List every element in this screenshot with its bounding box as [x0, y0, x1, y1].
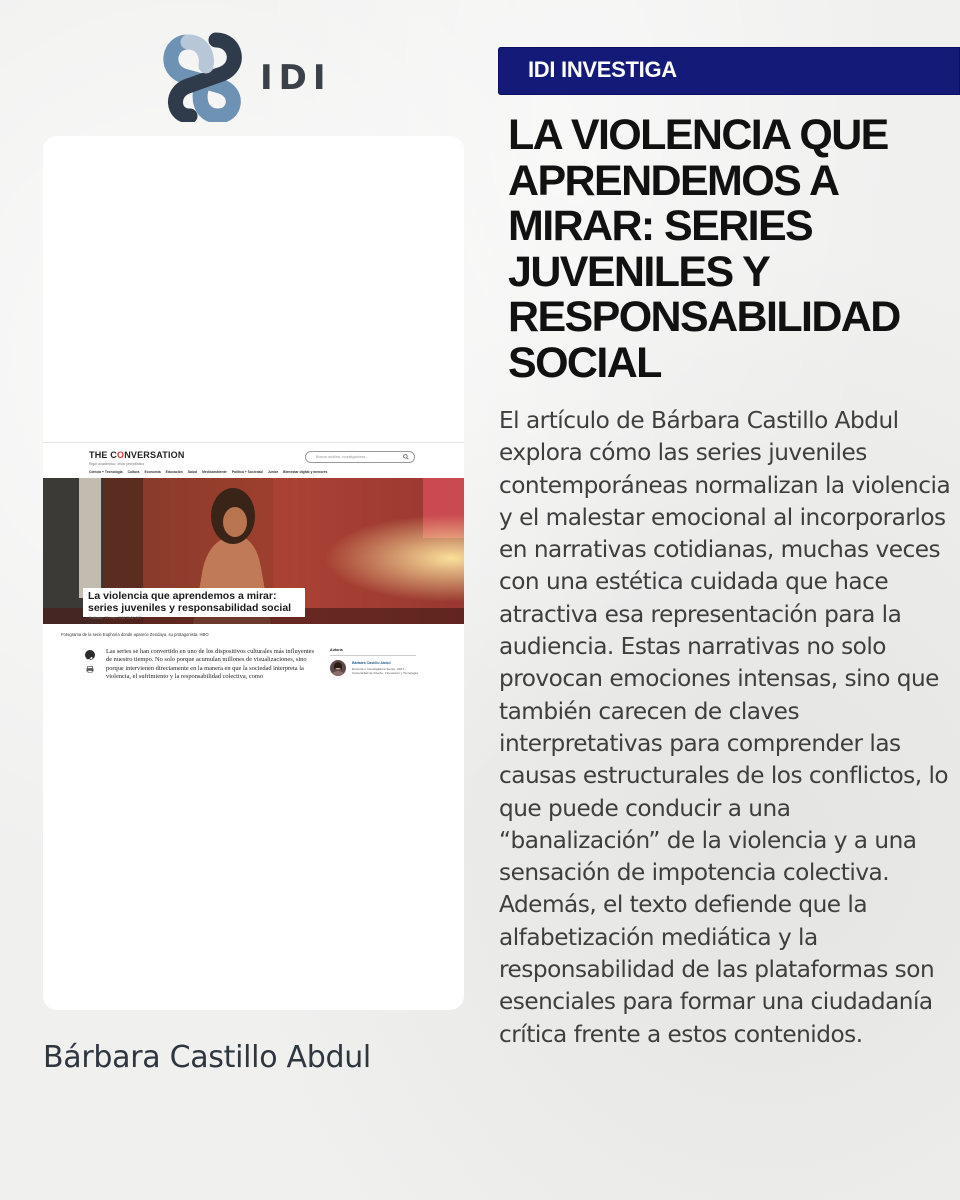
search-placeholder: Buscar análisis, investigadores... [316, 455, 369, 459]
article-preview-card [43, 136, 464, 1010]
article-hero-title: La violencia que aprendemos a mirar: series juveniles y responsabilidad social [83, 588, 305, 617]
author-heading: Autoría [330, 648, 343, 652]
author-role: Docente e Investigadora Senior, UDIT - Universidad de Diseño, Innovación y Tecnología [352, 667, 418, 675]
nav-item: Educación [165, 470, 183, 474]
nav-item: Júnior [267, 470, 279, 474]
site-logo: THE CONVERSATION [89, 450, 185, 460]
article-screenshot [43, 442, 464, 702]
site-tagline: Rigor académico, oficio periodístico [89, 462, 145, 466]
nav-item: Política + Sociedad [231, 470, 263, 474]
author-avatar [330, 660, 346, 676]
nav-item: Cultura [127, 470, 140, 474]
idi-logo [160, 30, 340, 122]
nav-item: Bienestar digital y menores [283, 470, 328, 474]
idi-logo-text: IDI [260, 58, 332, 98]
nav-item: Economía [144, 470, 161, 474]
divider [43, 442, 464, 443]
print-icon [86, 666, 94, 673]
section-badge [498, 47, 960, 95]
idi-logo-mark-icon [160, 30, 250, 122]
nav-item: Medioambiente [202, 470, 227, 474]
site-search-input [305, 451, 415, 463]
site-nav [89, 470, 332, 474]
article-date: Publicado: 23 enero 2026 20:00 CET [89, 616, 142, 620]
author-name: Bárbara Castillo Abdul [352, 661, 391, 665]
nav-item: Salud [187, 470, 198, 474]
share-icon [85, 650, 95, 660]
hero-image [43, 478, 464, 624]
search-icon [403, 454, 409, 460]
nav-item: Ciencia + Tecnología [89, 470, 123, 474]
section-badge-label: IDI INVESTIGA [528, 57, 677, 82]
page-title: LA VIOLENCIA QUE APRENDEMOS A MIRAR: SERIES JUVENILES Y RESPONSABILIDAD SOCIAL [508, 111, 900, 387]
article-body-excerpt: Las series se han convertido en uno de los dispositivos culturales más influyentes de nuestro tiempo. No solo porque acumulan millones de visualizaciones, sino porque intervienen directamente en la manera en que la sociedad interpreta la violencia, el sufrimiento y la responsabilidad colectiva, como [106, 648, 315, 681]
photo-caption: Fotograma de la serie Euphoria donde aparece Zendaya, su protagonista. HBO [61, 632, 209, 637]
divider [330, 655, 416, 656]
article-summary: El artículo de Bárbara Castillo Abdul explora cómo las series juveniles contemporáneas normalizan la violencia y el malestar emocional al incorporarlos en narrativas cotidianas, muchas veces con una estética cuidada que hace atractiva esa representación para la audiencia. Estas narrativas no solo provocan emociones intensas, sino que también carecen de claves interpretativas para comprender las causas estructurales de los conflictos, lo que puede conducir a una “banalización” de la violencia y a una sensación de impotencia colectiva. Además, el texto defiende que la alfabetización mediática y la responsabilidad de las plataformas son esenciales para formar una ciudadanía crítica frente a estos contenidos. [499, 407, 951, 1048]
author-byline: Bárbara Castillo Abdul [43, 1040, 371, 1075]
